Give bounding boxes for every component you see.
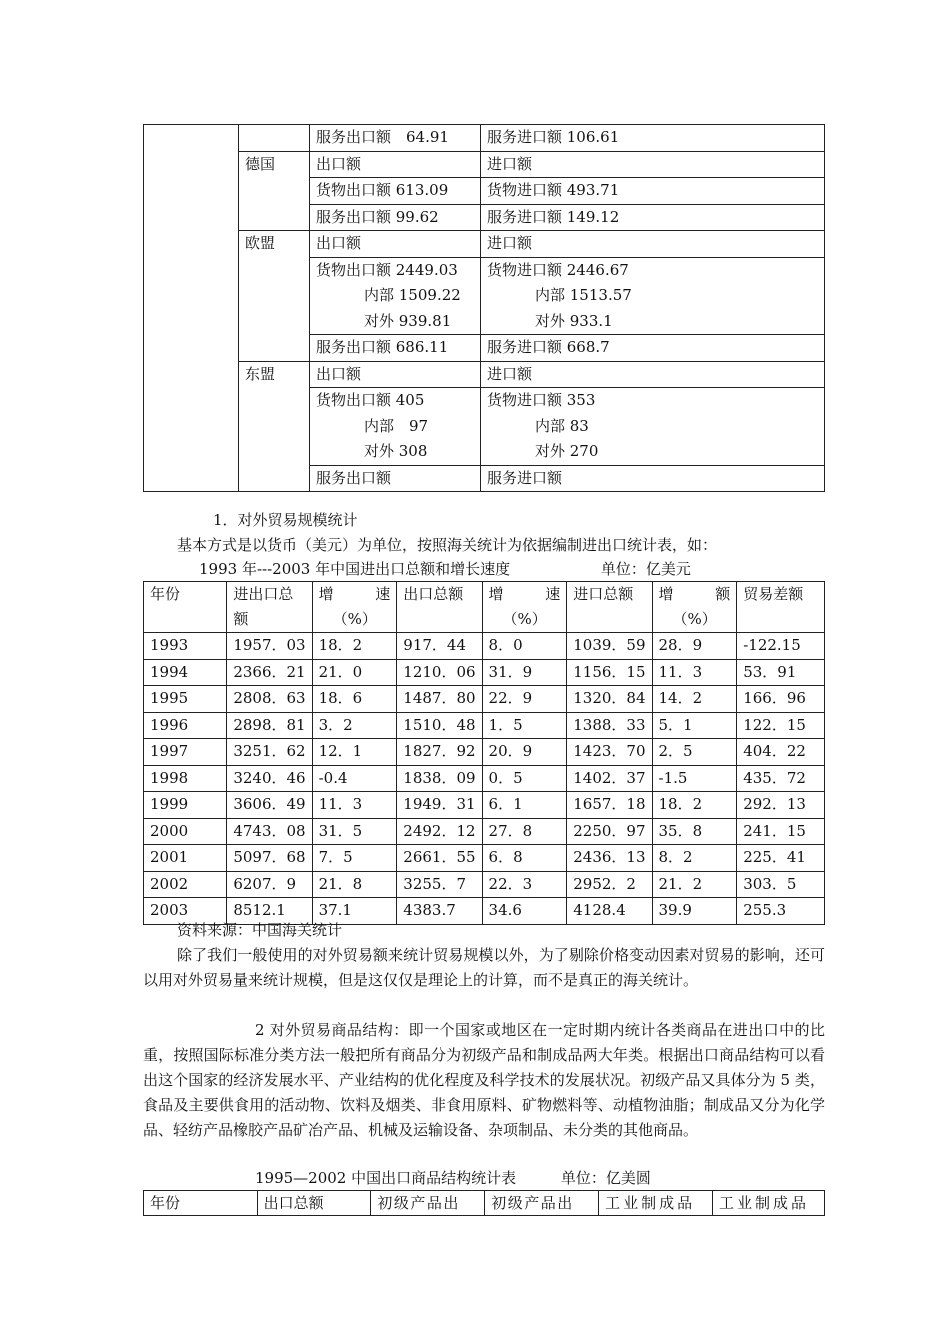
cell-export-growth: 6．1 bbox=[482, 792, 567, 819]
region-name bbox=[239, 125, 310, 152]
import-amount: 货物进口额 493.71 bbox=[487, 181, 620, 199]
cell-total-growth: 21．8 bbox=[312, 871, 397, 898]
cell-total: 4743．08 bbox=[227, 818, 312, 845]
cell-export-growth: 22．9 bbox=[482, 686, 567, 713]
cell-year: 1997 bbox=[144, 739, 227, 766]
cell-import-growth: 18．2 bbox=[652, 792, 737, 819]
import-amount-cell bbox=[481, 257, 825, 335]
import-amount-cell bbox=[481, 335, 825, 362]
cell-export: 2492．12 bbox=[397, 818, 482, 845]
header-export-growth: 增 速 （%） bbox=[482, 582, 567, 633]
trade-row bbox=[144, 659, 825, 686]
cell-import-growth: 8．2 bbox=[652, 845, 737, 872]
export-amount: 出口额 bbox=[316, 364, 362, 383]
cell-total: 3606．49 bbox=[227, 792, 312, 819]
section1-heading: 1．对外贸易规模统计 bbox=[213, 511, 358, 529]
trade-row bbox=[144, 845, 825, 872]
cell-year: 1996 bbox=[144, 712, 227, 739]
trade-row bbox=[144, 792, 825, 819]
cell-year: 1994 bbox=[144, 659, 227, 686]
cell-balance: 255.3 bbox=[737, 898, 825, 925]
cell-import-growth: 35．8 bbox=[652, 818, 737, 845]
export-amount-cell bbox=[310, 335, 481, 362]
header-total: 进出口总额 bbox=[227, 582, 312, 633]
import-amount-cell bbox=[481, 388, 825, 466]
external-amount: 对外 270 bbox=[535, 442, 599, 460]
export-amount: 服务出口额 bbox=[316, 468, 392, 487]
cell-import: 1402．37 bbox=[567, 765, 652, 792]
section1-text: 基本方式是以货币（美元）为单位，按照海关统计为依据编制进出口统计表，如： bbox=[177, 536, 718, 554]
header-year: 年份 bbox=[144, 582, 227, 633]
struct-caption: 1995—2002 中国出口商品结构统计表 bbox=[255, 1169, 517, 1187]
region-row bbox=[144, 361, 825, 388]
struct-table-header bbox=[144, 1191, 825, 1216]
cell-balance: 404．22 bbox=[737, 739, 825, 766]
cell-import: 1039．59 bbox=[567, 633, 652, 660]
trade-caption: 1993 年---2003 年中国进出口总额和增长速度 bbox=[199, 560, 511, 578]
cell-year: 1998 bbox=[144, 765, 227, 792]
external-amount: 对外 308 bbox=[364, 442, 428, 460]
trade-row bbox=[144, 712, 825, 739]
trade-caption-line bbox=[143, 557, 825, 582]
cell-total: 6207．9 bbox=[227, 871, 312, 898]
cell-total-growth: 21．0 bbox=[312, 659, 397, 686]
cell-export-growth: 0．5 bbox=[482, 765, 567, 792]
import-amount-cell bbox=[481, 465, 825, 492]
cell-import: 1320．84 bbox=[567, 686, 652, 713]
region-row bbox=[144, 125, 825, 152]
export-amount-cell bbox=[310, 151, 481, 178]
cell-export-growth: 1．5 bbox=[482, 712, 567, 739]
cell-year: 1995 bbox=[144, 686, 227, 713]
cell-export-growth: 27．8 bbox=[482, 818, 567, 845]
cell-total: 8512.1 bbox=[227, 898, 312, 925]
cell-export: 1487．80 bbox=[397, 686, 482, 713]
cell-total: 1957．03 bbox=[227, 633, 312, 660]
region-name: 东盟 bbox=[239, 361, 310, 492]
struct-header-export-total: 出口总额 bbox=[257, 1191, 371, 1216]
trade-row bbox=[144, 686, 825, 713]
cell-import: 2436．13 bbox=[567, 845, 652, 872]
cell-export: 1838．09 bbox=[397, 765, 482, 792]
region-row bbox=[144, 151, 825, 178]
cell-balance: 166．96 bbox=[737, 686, 825, 713]
cell-import: 2952．2 bbox=[567, 871, 652, 898]
trade-row bbox=[144, 818, 825, 845]
cell-import-growth: 21．2 bbox=[652, 871, 737, 898]
export-amount-cell bbox=[310, 388, 481, 466]
cell-export-growth: 22．3 bbox=[482, 871, 567, 898]
trade-row bbox=[144, 765, 825, 792]
import-amount-cell bbox=[481, 204, 825, 231]
import-amount: 货物进口额 2446.67 bbox=[487, 260, 629, 279]
cell-import-growth: -1.5 bbox=[652, 765, 737, 792]
import-amount-cell bbox=[481, 125, 825, 152]
header-import: 进口总额 bbox=[567, 582, 652, 633]
export-amount: 出口额 bbox=[316, 154, 362, 173]
import-amount: 进口额 bbox=[487, 234, 533, 252]
cell-import-growth: 28．9 bbox=[652, 633, 737, 660]
export-amount-cell bbox=[310, 125, 481, 152]
cell-import-growth: 39.9 bbox=[652, 898, 737, 925]
export-amount: 服务出口额 64.91 bbox=[316, 128, 449, 146]
import-amount: 进口额 bbox=[487, 154, 533, 173]
cell-export: 1949．31 bbox=[397, 792, 482, 819]
cell-export-growth: 34.6 bbox=[482, 898, 567, 925]
cell-export: 3255．7 bbox=[397, 871, 482, 898]
header-balance: 贸易差额 bbox=[737, 582, 825, 633]
cell-import-growth: 5．1 bbox=[652, 712, 737, 739]
export-amount-cell bbox=[310, 178, 481, 205]
trade-volume-table bbox=[143, 581, 825, 925]
region-name: 欧盟 bbox=[239, 231, 310, 362]
import-amount: 服务进口额 149.12 bbox=[487, 207, 620, 226]
import-amount: 进口额 bbox=[487, 364, 533, 383]
cell-balance: 292．13 bbox=[737, 792, 825, 819]
cell-total: 3240．46 bbox=[227, 765, 312, 792]
header-import-growth: 增 额 （%） bbox=[652, 582, 737, 633]
struct-header-manufactured-2: 工业制成品 bbox=[713, 1191, 825, 1216]
struct-header-primary-1: 初级产品出 bbox=[371, 1191, 485, 1216]
export-amount-cell bbox=[310, 361, 481, 388]
cell-year: 1999 bbox=[144, 792, 227, 819]
cell-export: 4383.7 bbox=[397, 898, 482, 925]
export-amount: 货物出口额 405 bbox=[316, 391, 425, 409]
export-amount-cell bbox=[310, 204, 481, 231]
cell-import: 1657．18 bbox=[567, 792, 652, 819]
cell-balance: 241．15 bbox=[737, 818, 825, 845]
cell-balance: 53．91 bbox=[737, 659, 825, 686]
cell-total-growth: 37.1 bbox=[312, 898, 397, 925]
region-trade-table bbox=[143, 124, 825, 492]
export-amount: 货物出口额 2449.03 bbox=[316, 260, 458, 279]
import-amount: 服务进口额 668.7 bbox=[487, 338, 610, 356]
cell-export-growth: 8．0 bbox=[482, 633, 567, 660]
cell-total: 5097．68 bbox=[227, 845, 312, 872]
region-name: 德国 bbox=[239, 151, 310, 231]
import-amount: 货物进口额 353 bbox=[487, 391, 596, 409]
cell-year: 2001 bbox=[144, 845, 227, 872]
cell-balance: -122.15 bbox=[737, 633, 825, 660]
internal-amount: 内部 1513.57 bbox=[535, 286, 632, 304]
export-amount: 货物出口额 613.09 bbox=[316, 181, 449, 199]
cell-export: 1510．48 bbox=[397, 712, 482, 739]
cell-total-growth: 3．2 bbox=[312, 712, 397, 739]
cell-year: 2003 bbox=[144, 898, 227, 925]
import-amount: 服务进口额 bbox=[487, 468, 563, 487]
internal-amount: 内部 83 bbox=[535, 416, 589, 435]
commodity-structure-table bbox=[143, 1190, 825, 1216]
cell-total-growth: 18．6 bbox=[312, 686, 397, 713]
cell-total-growth: 18．2 bbox=[312, 633, 397, 660]
cell-total: 3251．62 bbox=[227, 739, 312, 766]
cell-import: 2250．97 bbox=[567, 818, 652, 845]
trade-row bbox=[144, 633, 825, 660]
cell-total: 2898．81 bbox=[227, 712, 312, 739]
trade-unit: 单位：亿美元 bbox=[600, 560, 691, 578]
paragraph-trade-volume: 除了我们一般使用的对外贸易额来统计贸易规模以外，为了剔除价格变动因素对贸易的影响，还可以用对外贸易量来统计规模，但是这仅仅是理论上的计算，而不是真正的海关统计。 bbox=[143, 946, 825, 989]
cell-balance: 303．5 bbox=[737, 871, 825, 898]
trade-row bbox=[144, 739, 825, 766]
trade-row bbox=[144, 871, 825, 898]
cell-year: 1993 bbox=[144, 633, 227, 660]
struct-header-manufactured-1: 工业制成品 bbox=[599, 1191, 713, 1216]
internal-amount: 内部 97 bbox=[364, 416, 429, 435]
header-export: 出口总额 bbox=[397, 582, 482, 633]
paragraph-commodity-structure: 2 对外贸易商品结构：即一个国家或地区在一定时期内统计各类商品在进出口中的比重，按照国际标准分类方法一般把所有商品分为初级产品和制成品两大年类。根据出口商品结构可以看出这个国家的经济发展水平、产业结构的优化程度及科学技术的发展状况。初级产品又具体分为 5 类，食品及主要供食用的活动物、饮料及烟类、非食用原料、矿物燃料等、动植物油脂；制成品又分为化学品、轻纺产品橡胶产品矿冶产品、机械及运输设备、杂项制品、未分类的其他商品。 bbox=[143, 1021, 825, 1139]
export-amount: 服务出口额 99.62 bbox=[316, 207, 439, 226]
cell-total-growth: 31．5 bbox=[312, 818, 397, 845]
cell-total-growth: 12．1 bbox=[312, 739, 397, 766]
cell-total: 2808．63 bbox=[227, 686, 312, 713]
cell-export: 917．44 bbox=[397, 633, 482, 660]
region-blank-cell bbox=[144, 125, 239, 492]
cell-export-growth: 20．9 bbox=[482, 739, 567, 766]
cell-total-growth: -0.4 bbox=[312, 765, 397, 792]
cell-import: 1423．70 bbox=[567, 739, 652, 766]
cell-import: 4128.4 bbox=[567, 898, 652, 925]
struct-header-primary-2: 初级产品出 bbox=[485, 1191, 599, 1216]
import-amount-cell bbox=[481, 231, 825, 258]
internal-amount: 内部 1509.22 bbox=[364, 286, 461, 304]
cell-import-growth: 2．5 bbox=[652, 739, 737, 766]
cell-year: 2000 bbox=[144, 818, 227, 845]
cell-export: 1210．06 bbox=[397, 659, 482, 686]
import-amount: 服务进口额 106.61 bbox=[487, 128, 620, 146]
region-row bbox=[144, 231, 825, 258]
struct-header-year: 年份 bbox=[144, 1191, 258, 1216]
struct-unit: 单位：亿美圆 bbox=[560, 1169, 651, 1187]
cell-export: 1827．92 bbox=[397, 739, 482, 766]
cell-balance: 435．72 bbox=[737, 765, 825, 792]
cell-import-growth: 14．2 bbox=[652, 686, 737, 713]
import-amount-cell bbox=[481, 178, 825, 205]
cell-export-growth: 6．8 bbox=[482, 845, 567, 872]
cell-year: 2002 bbox=[144, 871, 227, 898]
cell-total-growth: 11．3 bbox=[312, 792, 397, 819]
cell-import: 1388．33 bbox=[567, 712, 652, 739]
export-amount-cell bbox=[310, 465, 481, 492]
trade-table-header bbox=[144, 582, 825, 633]
import-amount-cell bbox=[481, 361, 825, 388]
cell-total-growth: 7．5 bbox=[312, 845, 397, 872]
cell-balance: 122．15 bbox=[737, 712, 825, 739]
cell-import: 1156．15 bbox=[567, 659, 652, 686]
export-amount: 服务出口额 686.11 bbox=[316, 338, 449, 356]
struct-caption-line bbox=[143, 1166, 825, 1191]
export-amount: 出口额 bbox=[316, 234, 362, 252]
cell-balance: 225．41 bbox=[737, 845, 825, 872]
cell-total: 2366．21 bbox=[227, 659, 312, 686]
cell-export: 2661．55 bbox=[397, 845, 482, 872]
import-amount-cell bbox=[481, 151, 825, 178]
external-amount: 对外 933.1 bbox=[535, 311, 613, 330]
external-amount: 对外 939.81 bbox=[364, 311, 452, 330]
export-amount-cell bbox=[310, 231, 481, 258]
cell-export-growth: 31．9 bbox=[482, 659, 567, 686]
source-note: 资料来源：中国海关统计 bbox=[177, 921, 343, 939]
export-amount-cell bbox=[310, 257, 481, 335]
header-total-growth: 增 速 （%） bbox=[312, 582, 397, 633]
cell-import-growth: 11．3 bbox=[652, 659, 737, 686]
